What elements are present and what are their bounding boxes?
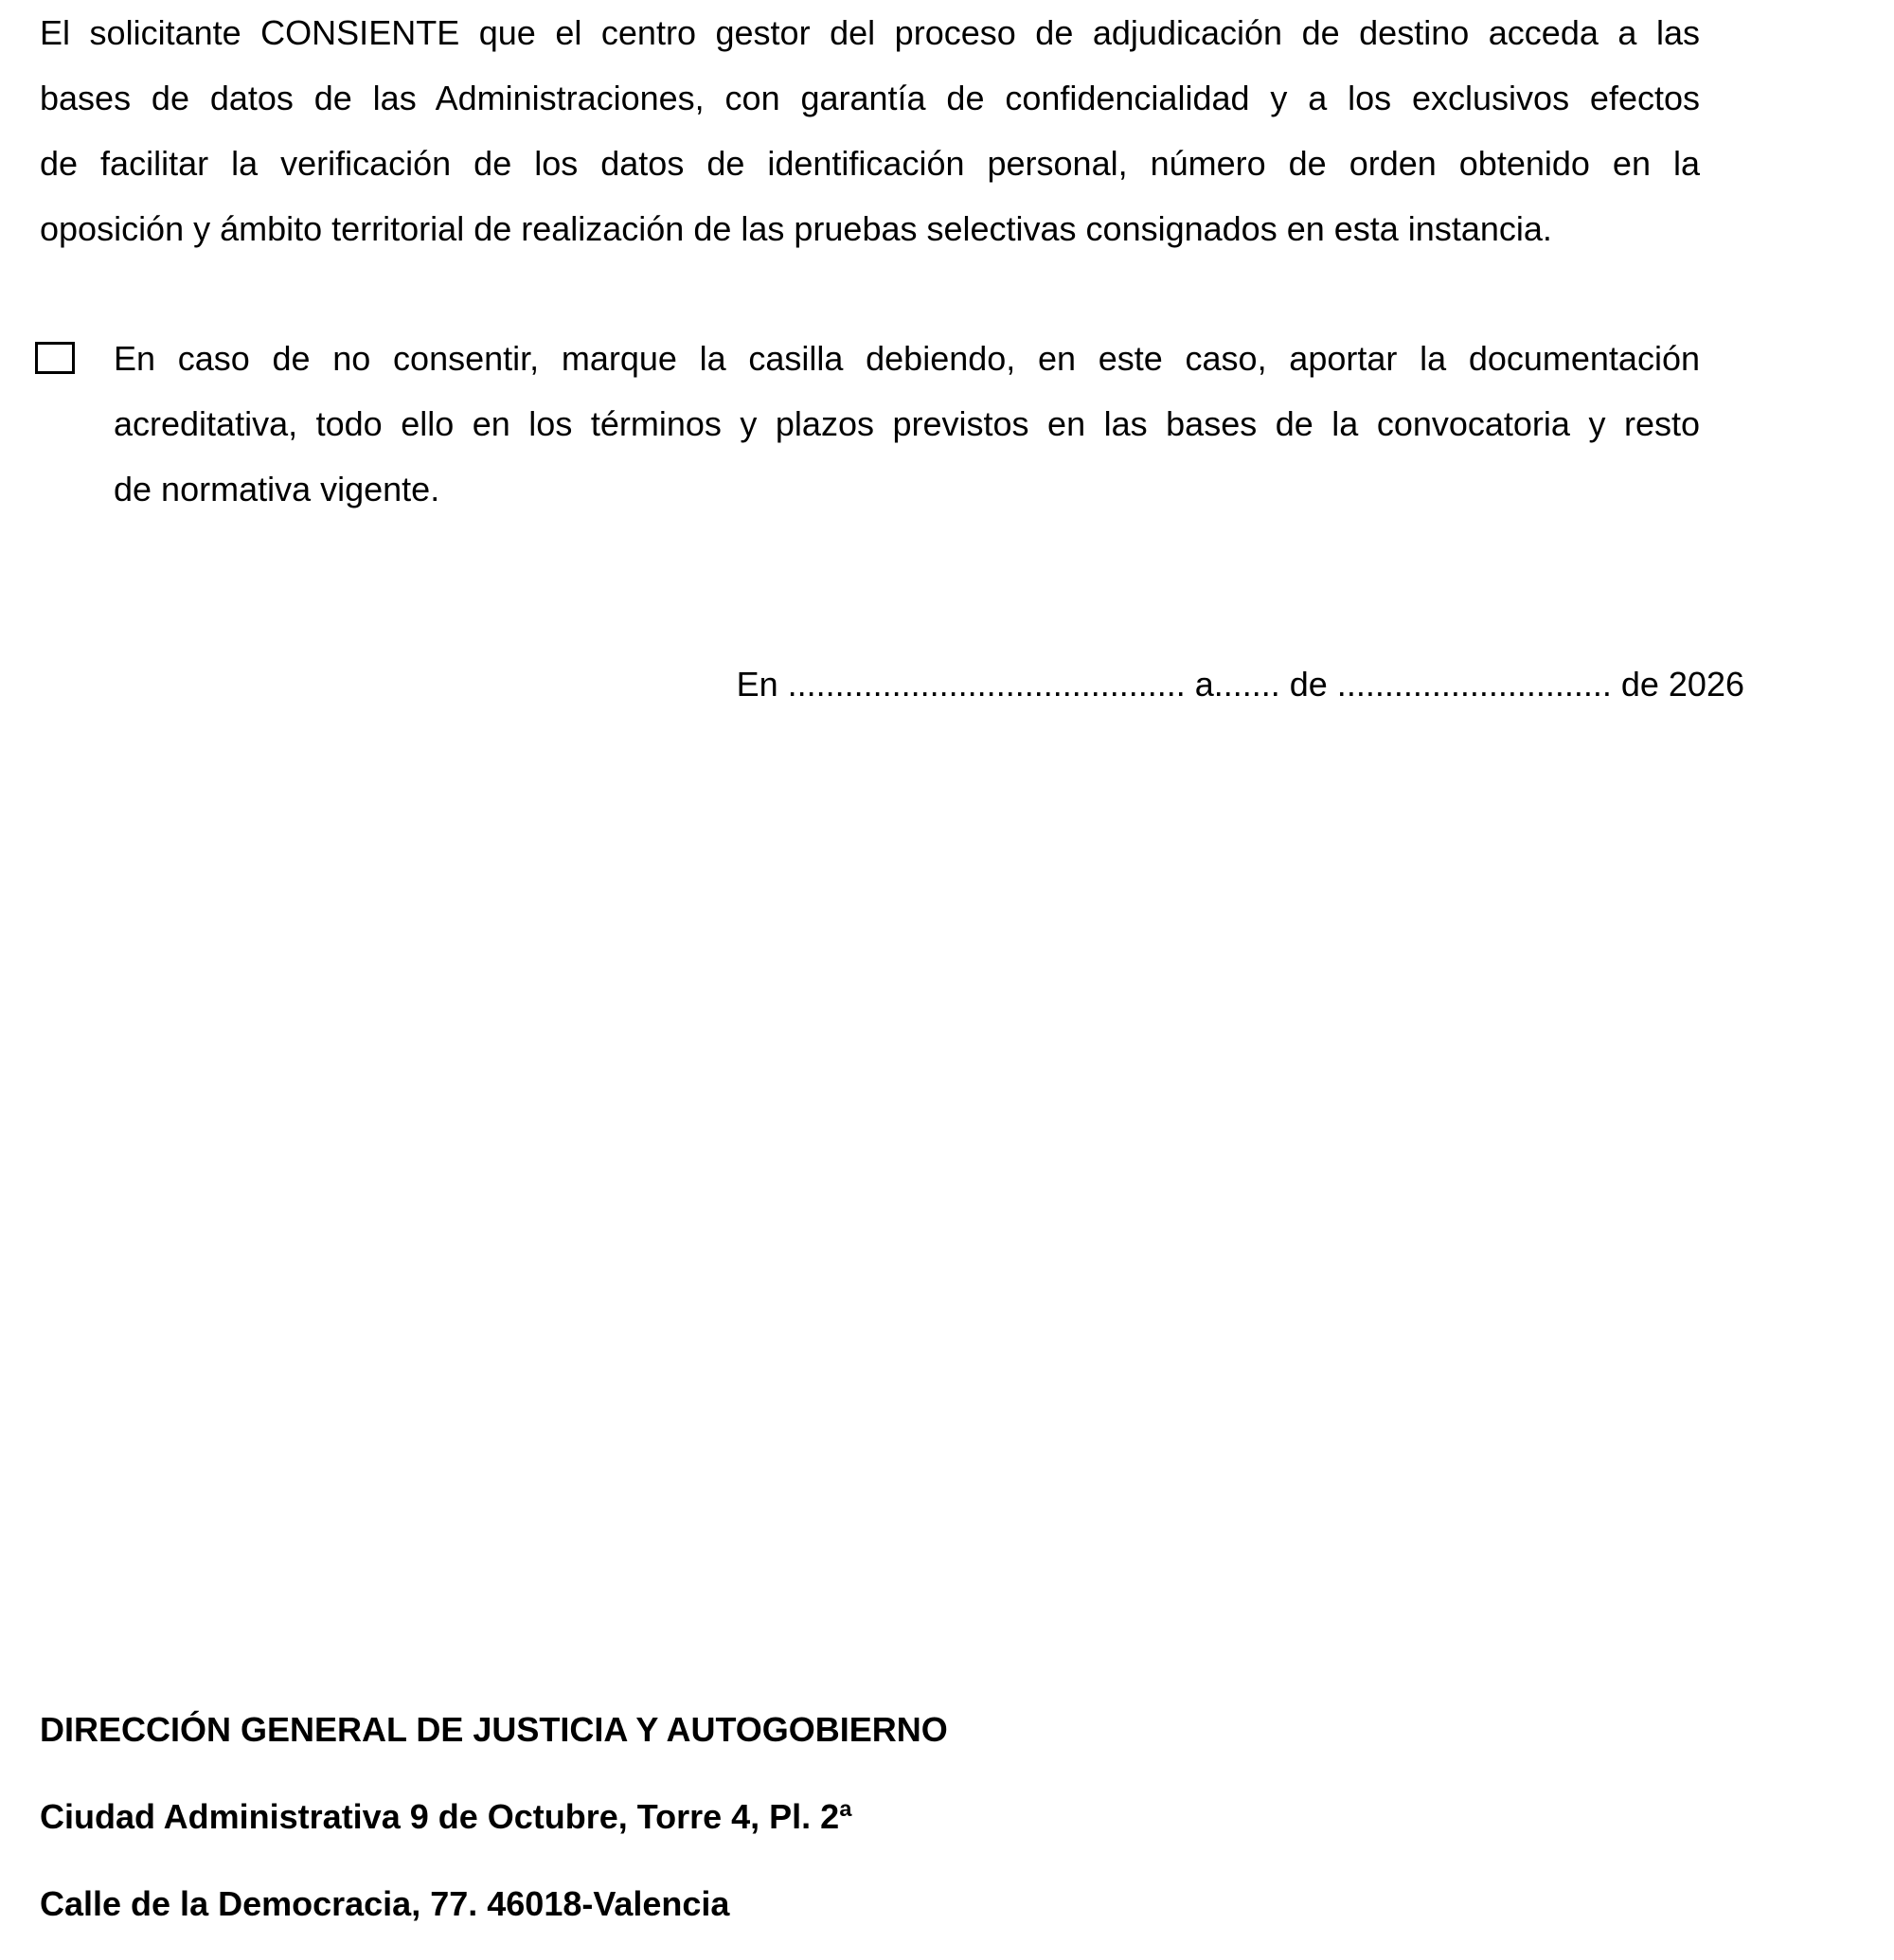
address-department: DIRECCIÓN GENERAL DE JUSTICIA Y AUTOGOBIERNO xyxy=(40,1710,948,1749)
consent-line: de facilitar la verificación de los datos de identificación personal, número de orden obtenido en la xyxy=(40,144,1700,183)
non-consent-line: En caso de no consentir, marque la casilla debiendo, en este caso, aportar la documentación xyxy=(114,339,1700,378)
address-building: Ciudad Administrativa 9 de Octubre, Torre 4, Pl. 2ª xyxy=(40,1797,852,1836)
place-date-line: En .......................................... a....... de ............................. de 2026 xyxy=(736,665,1744,704)
non-consent-line: acreditativa, todo ello en los términos y plazos previstos en las bases de la convocatoria y resto xyxy=(114,404,1700,443)
address-street: Calle de la Democracia, 77. 46018-Valencia xyxy=(40,1884,730,1923)
consent-line: bases de datos de las Administraciones, con garantía de confidencialidad y a los exclusivos efectos xyxy=(40,79,1700,117)
non-consent-paragraph xyxy=(114,326,1700,522)
non-consent-checkbox[interactable] xyxy=(35,342,75,374)
non-consent-line: de normativa vigente. xyxy=(114,470,440,508)
consent-line: El solicitante CONSIENTE que el centro gestor del proceso de adjudicación de destino acceda a las xyxy=(40,13,1700,52)
consent-line: oposición y ámbito territorial de realización de las pruebas selectivas consignados en esta instancia. xyxy=(40,209,1552,248)
consent-paragraph xyxy=(40,0,1700,261)
